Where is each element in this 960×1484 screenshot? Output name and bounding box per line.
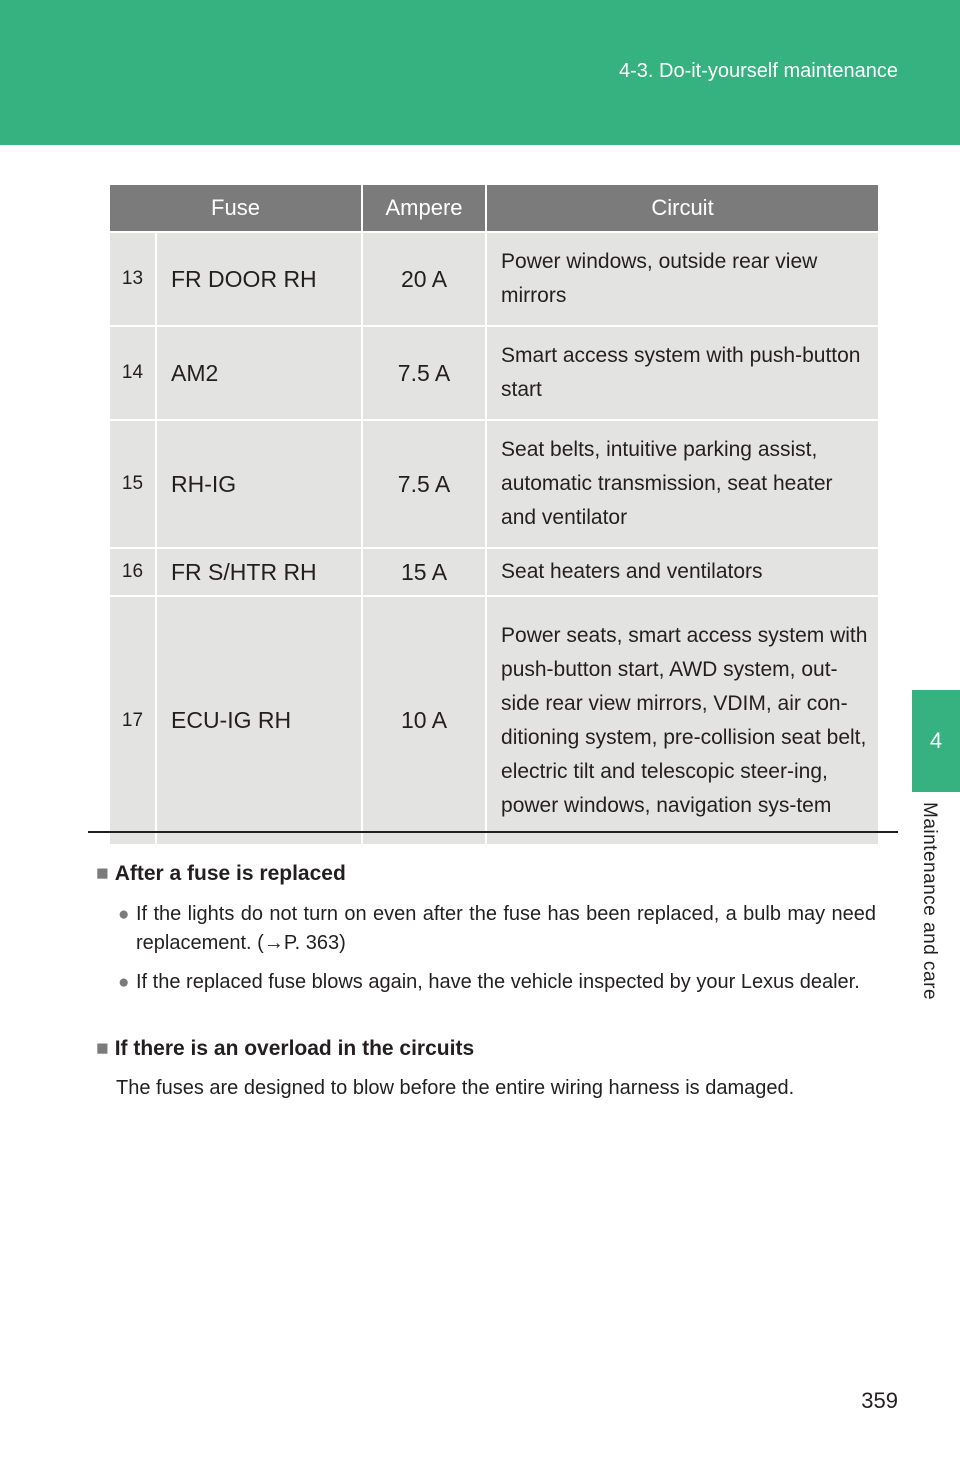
fuse-number: 16 — [110, 548, 156, 596]
fuse-circuit: Seat heaters and ventilators — [486, 548, 878, 596]
bullet-marker: ● — [118, 972, 130, 993]
overload-text: The fuses are designed to blow before the entire wiring harness is damaged. — [116, 1077, 795, 1099]
heading-marker: ■ — [96, 862, 109, 885]
fuse-name: AM2 — [156, 326, 362, 420]
fuse-table — [110, 185, 878, 844]
fuse-name: ECU-IG RH — [156, 596, 362, 844]
fuse-ampere: 20 A — [362, 232, 486, 326]
header-ampere: Ampere — [362, 185, 486, 232]
fuse-ampere: 15 A — [362, 548, 486, 596]
fuse-number: 14 — [110, 326, 156, 420]
fuse-ampere: 7.5 A — [362, 326, 486, 420]
fuse-name: FR S/HTR RH — [156, 548, 362, 596]
fuse-number: 13 — [110, 232, 156, 326]
fuse-circuit: Power seats, smart access system with push-button start, AWD system, out-side rear view mirrors, VDIM, air con-ditioning system, pre-collision seat belt, electric tilt and telescopic steer-ing, power windows, navigation sys-tem — [486, 596, 878, 844]
header-fuse: Fuse — [110, 185, 362, 232]
note-heading-text: If there is an overload in the circuits — [114, 1037, 475, 1060]
chapter-number: 4 — [929, 728, 943, 753]
table-row — [110, 596, 878, 844]
fuse-ampere: 7.5 A — [362, 420, 486, 548]
fuse-number: 15 — [110, 420, 156, 548]
fuse-circuit: Seat belts, intuitive parking assist, automatic transmission, seat heater and ventilator — [486, 420, 878, 548]
table-row — [110, 548, 878, 596]
fuse-name: FR DOOR RH — [156, 232, 362, 326]
header-circuit: Circuit — [486, 185, 878, 232]
note-bullet — [118, 900, 876, 958]
chapter-tab — [912, 690, 960, 792]
note-heading-text: After a fuse is replaced — [114, 862, 346, 885]
section-divider — [88, 831, 898, 833]
fuse-number: 17 — [110, 596, 156, 844]
bullet-marker: ● — [118, 904, 130, 925]
chapter-label: Maintenance and care — [919, 802, 940, 1001]
note-bullet-text: If the replaced fuse blows again, have the vehicle inspected by your Lexus dealer. — [136, 971, 860, 993]
note-heading-after-replaced — [96, 862, 346, 886]
heading-marker: ■ — [96, 1037, 109, 1060]
table-row — [110, 420, 878, 548]
page-number: 359 — [861, 1388, 898, 1413]
fuse-circuit: Power windows, outside rear view mirrors — [486, 232, 878, 326]
note-bullet — [118, 968, 876, 997]
section-title: 4-3. Do-it-yourself maintenance — [618, 60, 898, 82]
table-row — [110, 232, 878, 326]
fuse-name: RH-IG — [156, 420, 362, 548]
note-heading-overload — [96, 1037, 474, 1061]
fuse-circuit: Smart access system with push-button start — [486, 326, 878, 420]
fuse-ampere: 10 A — [362, 596, 486, 844]
note-bullet-text: If the lights do not turn on even after the fuse has been replaced, a bulb may need replacement. (→P. 363) — [136, 903, 876, 954]
table-header-row — [110, 185, 878, 232]
table-row — [110, 326, 878, 420]
